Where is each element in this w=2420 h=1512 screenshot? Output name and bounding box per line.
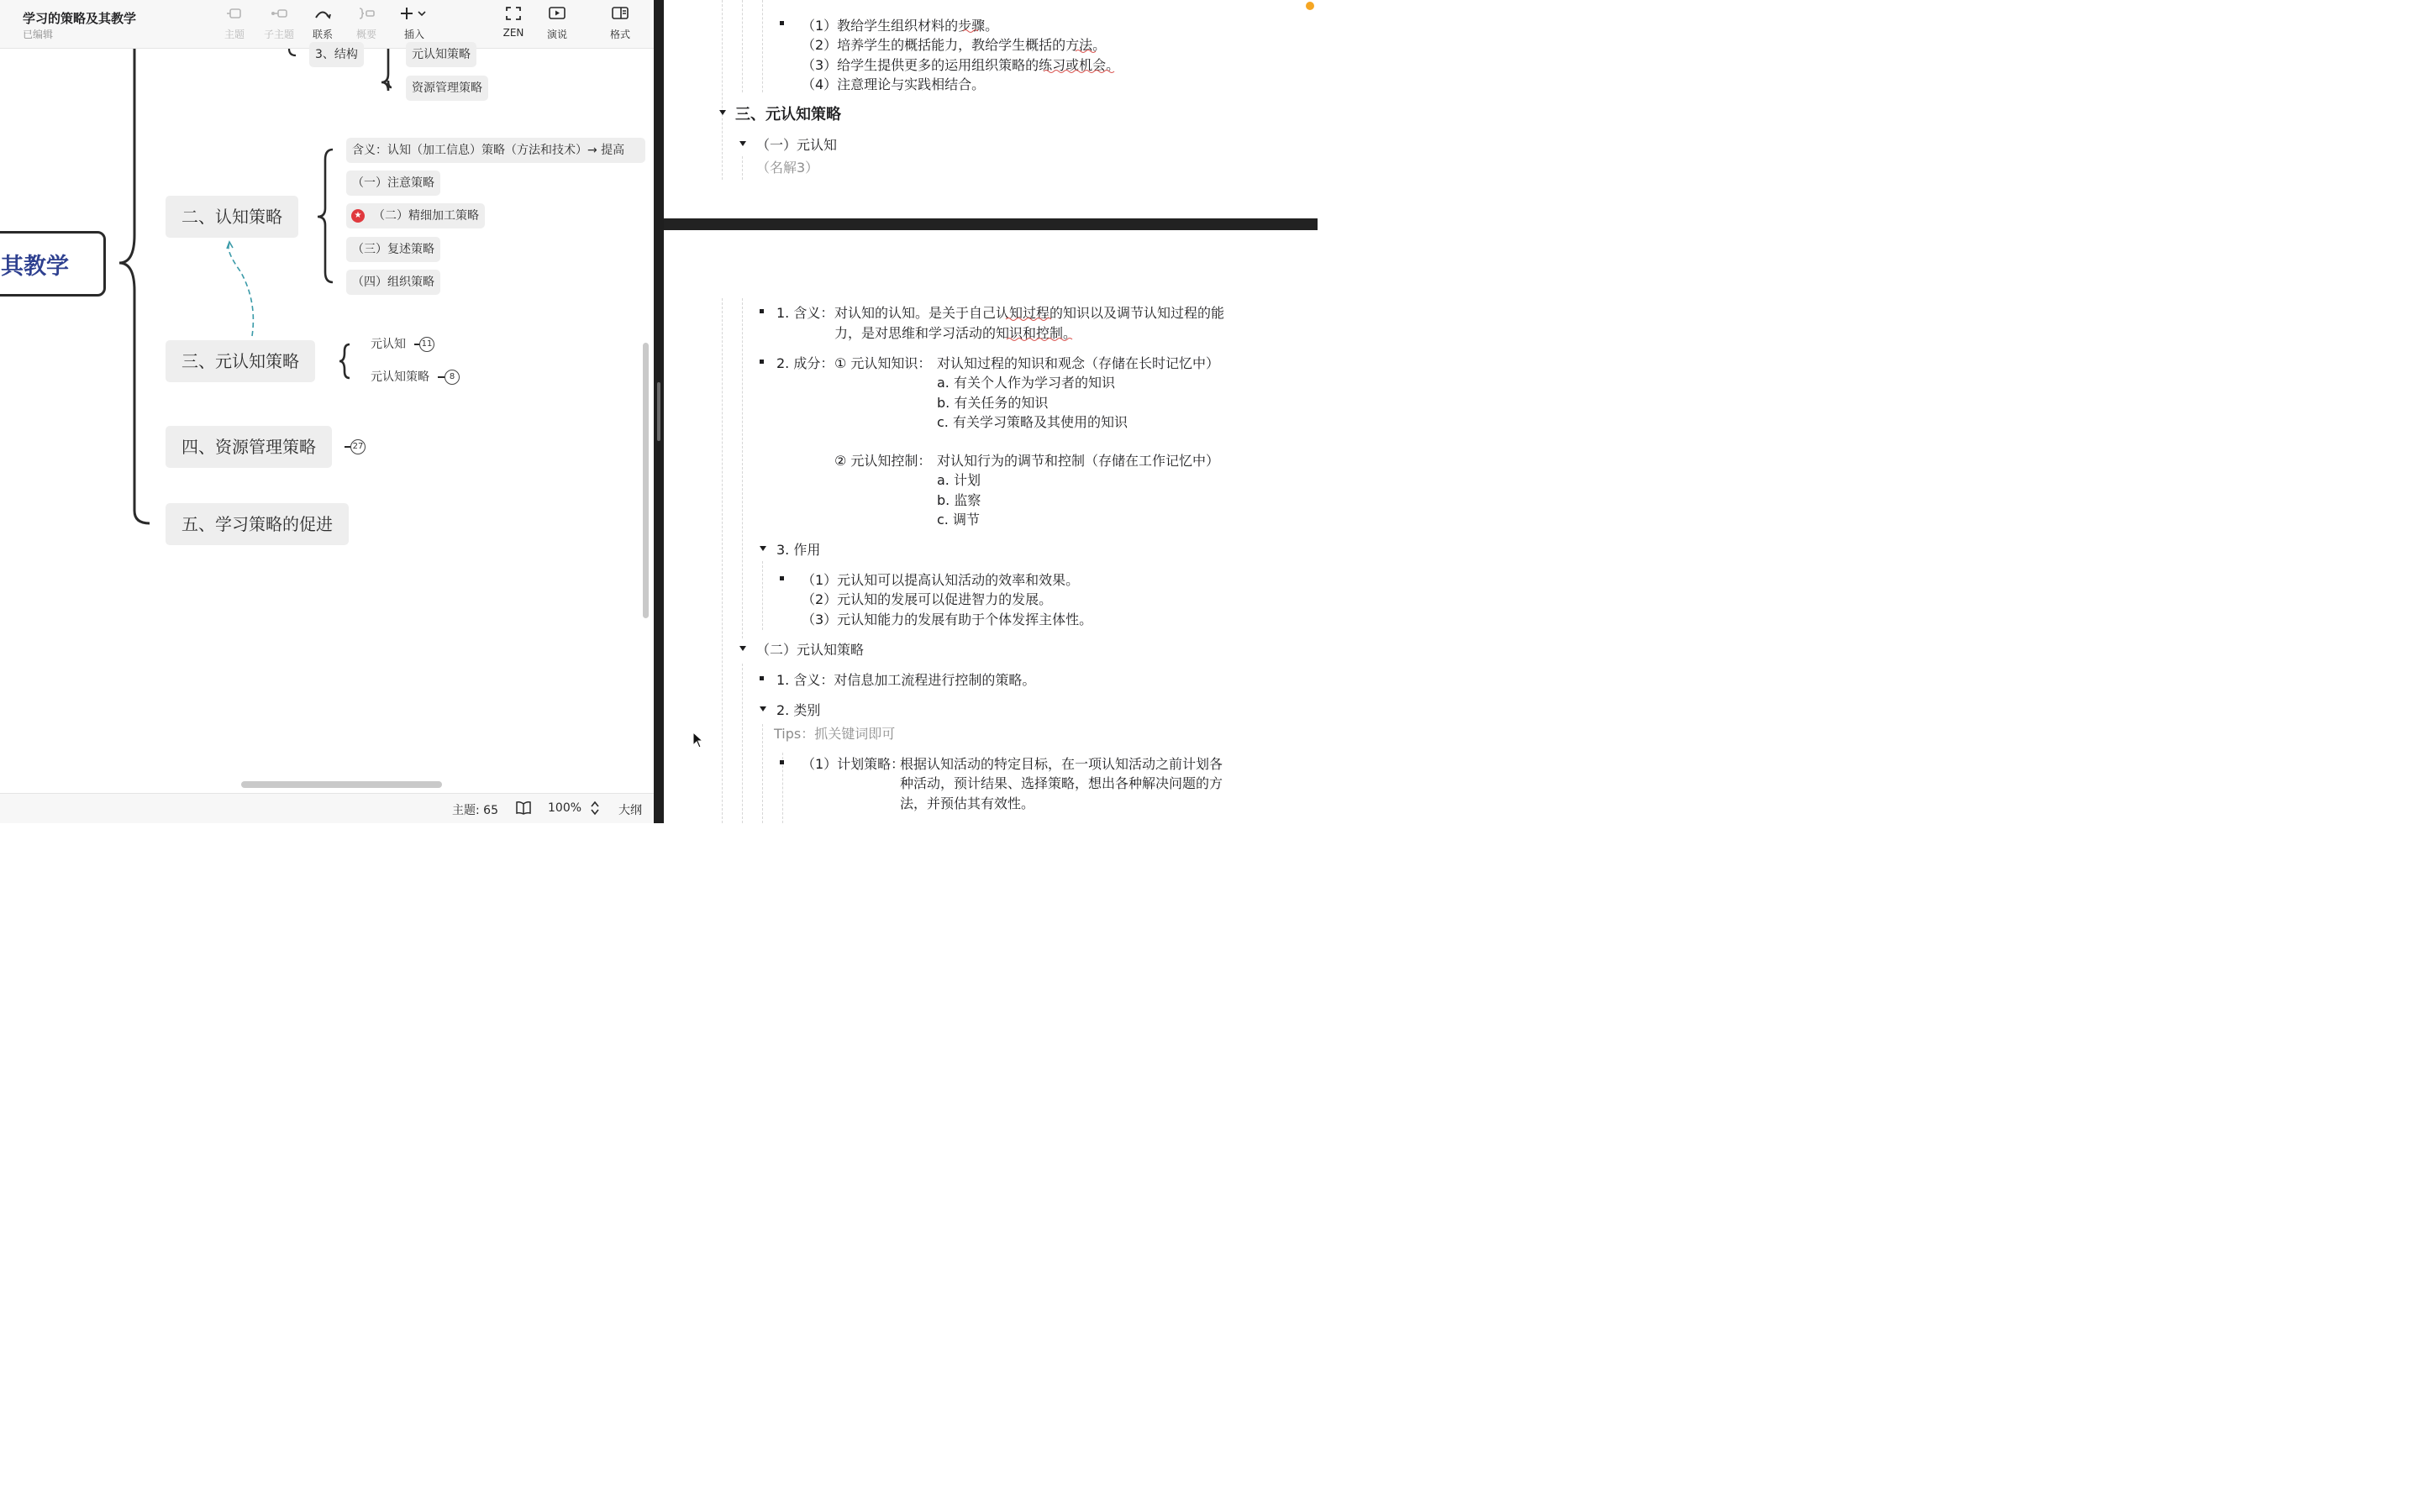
knowledge-desc: 对认知过程的知识和观念（存储在长时记忆中）	[937, 355, 1220, 371]
cognitive-meaning-subtopic[interactable]: 含义：认知（加工信息）策略（方法和技术）→ 提高	[346, 138, 645, 163]
meaning-text: 对认知的认知。是关于自己认知过程的知识以及调节认知过程的能	[834, 305, 1225, 321]
resource-strategy-subtopic-top[interactable]: 资源管理策略	[406, 76, 488, 101]
control-title: ② 元认知控制：	[834, 453, 932, 469]
book-icon[interactable]	[515, 801, 532, 819]
plus-chevron-icon	[392, 7, 436, 25]
meaning-text: 力，是对思维和学习活动的知识和控制。	[834, 325, 1077, 341]
list-item: b. 监察	[937, 492, 981, 508]
category-label: 2. 类别	[776, 702, 821, 718]
topic-resource-management[interactable]: 四、资源管理策略	[166, 426, 332, 468]
horizontal-scrollbar[interactable]	[241, 781, 442, 788]
meaning-label: 1. 含义：	[776, 305, 834, 321]
plan-text: 种活动，预计结果、选择策略，想出各种解决问题的方	[900, 775, 1223, 791]
structure-topic[interactable]: 3、结构	[309, 42, 364, 67]
list-item: （2）元认知的发展可以促进智力的发展。	[802, 591, 1053, 607]
document-title: 学习的策略及其教学	[23, 11, 137, 26]
zoom-level[interactable]: 100%	[548, 801, 582, 815]
list-item: （1）元认知可以提高认知活动的效率和效果。	[802, 572, 1080, 588]
topic-button[interactable]: 主题	[213, 7, 256, 41]
knowledge-title: ① 元认知知识：	[834, 355, 932, 371]
outline-subheading: （一）元认知	[756, 137, 838, 153]
zoom-stepper-icon[interactable]	[590, 800, 600, 820]
star-marker-icon: ★	[351, 209, 365, 223]
strategy-meaning: 1. 含义：对信息加工流程进行控制的策略。	[776, 672, 1036, 688]
subtopic-button[interactable]: 子主题	[257, 7, 301, 41]
list-item: c. 调节	[937, 512, 980, 528]
elaboration-strategy-subtopic[interactable]: ★ （二）精细加工策略	[346, 203, 485, 228]
list-item: （4）注意理论与实践相结合。	[802, 76, 986, 92]
metacognitive-strategy-subtopic[interactable]: 元认知策略	[365, 365, 435, 390]
play-screen-icon	[535, 7, 579, 25]
split-handle[interactable]	[657, 382, 660, 441]
outline-subheading: （二）元认知策略	[756, 642, 865, 658]
tips-note: Tips：抓关键词即可	[774, 726, 896, 742]
mouse-pointer-icon	[692, 732, 704, 752]
topic-count: 主题: 65	[452, 804, 498, 817]
mindmap-canvas[interactable]	[0, 49, 654, 793]
sidebar-panel-icon	[598, 7, 642, 25]
plan-text: 法，并预估其有效性。	[900, 795, 1035, 811]
notification-dot	[1306, 2, 1314, 10]
status-bar	[0, 793, 654, 823]
function-label: 3. 作用	[776, 542, 821, 558]
outline-note: （名解3）	[756, 160, 819, 176]
list-item: b. 有关任务的知识	[937, 395, 1049, 411]
relation-curve-icon	[301, 7, 345, 25]
list-item: c. 有关学习策略及其使用的知识	[937, 414, 1128, 430]
zen-button[interactable]: ZEN	[492, 7, 535, 39]
collapsed-count-badge[interactable]: 8	[445, 370, 460, 385]
list-item: （3）给学生提供更多的运用组织策略的练习或机会。	[802, 57, 1120, 73]
mindmap-window	[0, 0, 654, 823]
rehearsal-strategy-subtopic[interactable]: （三）复述策略	[346, 237, 440, 262]
metacognition-subtopic[interactable]: 元认知	[365, 332, 412, 357]
relation-button[interactable]: 联系	[301, 7, 345, 41]
plan-label: （1）计划策略：	[802, 756, 905, 772]
outline-notes-pane	[664, 0, 1318, 823]
list-item: a. 有关个人作为学习者的知识	[937, 375, 1115, 391]
list-item: （3）元认知能力的发展有助于个体发挥主体性。	[802, 612, 1093, 627]
topic-icon	[213, 7, 256, 25]
organization-strategy-subtopic[interactable]: （四）组织策略	[346, 270, 440, 295]
list-item: （2）培养学生的概括能力，教给学生概括的方法。	[802, 37, 1107, 53]
plan-text: 根据认知活动的特定目标，在一项认知活动之前计划各	[900, 756, 1223, 772]
subtopic-icon	[257, 7, 301, 25]
list-item: a. 计划	[937, 472, 981, 488]
topic-cognitive-strategy[interactable]: 二、认知策略	[166, 196, 298, 238]
outline-heading: 三、元认知策略	[735, 106, 841, 123]
present-button[interactable]: 演说	[535, 7, 579, 41]
vertical-scrollbar[interactable]	[643, 343, 649, 618]
topic-strategy-promotion[interactable]: 五、学习策略的促进	[166, 503, 349, 545]
list-item: （1）教给学生组织材料的步骤。	[802, 18, 999, 34]
document-status: 已编辑	[23, 29, 54, 40]
metacognitive-strategy-subtopic-top[interactable]: 元认知策略	[406, 42, 476, 67]
attention-strategy-subtopic[interactable]: （一）注意策略	[346, 171, 440, 196]
collapsed-count-badge[interactable]: 11	[419, 337, 434, 352]
format-button[interactable]: 格式	[598, 7, 642, 41]
component-label: 2. 成分：	[776, 355, 834, 371]
collapsed-count-badge[interactable]: 27	[350, 439, 366, 454]
summary-bracket-icon	[345, 7, 388, 25]
topic-metacognitive-strategy[interactable]: 三、元认知策略	[166, 340, 315, 382]
summary-button[interactable]: 概要	[345, 7, 388, 41]
control-desc: 对认知行为的调节和控制（存储在工作记忆中）	[937, 453, 1220, 469]
fullscreen-icon	[492, 7, 535, 25]
spellcheck-underlines	[664, 0, 1318, 823]
outline-toggle[interactable]: 大纲	[618, 804, 642, 817]
root-topic[interactable]: 其教学	[0, 231, 106, 297]
insert-button[interactable]: 插入	[392, 7, 436, 41]
